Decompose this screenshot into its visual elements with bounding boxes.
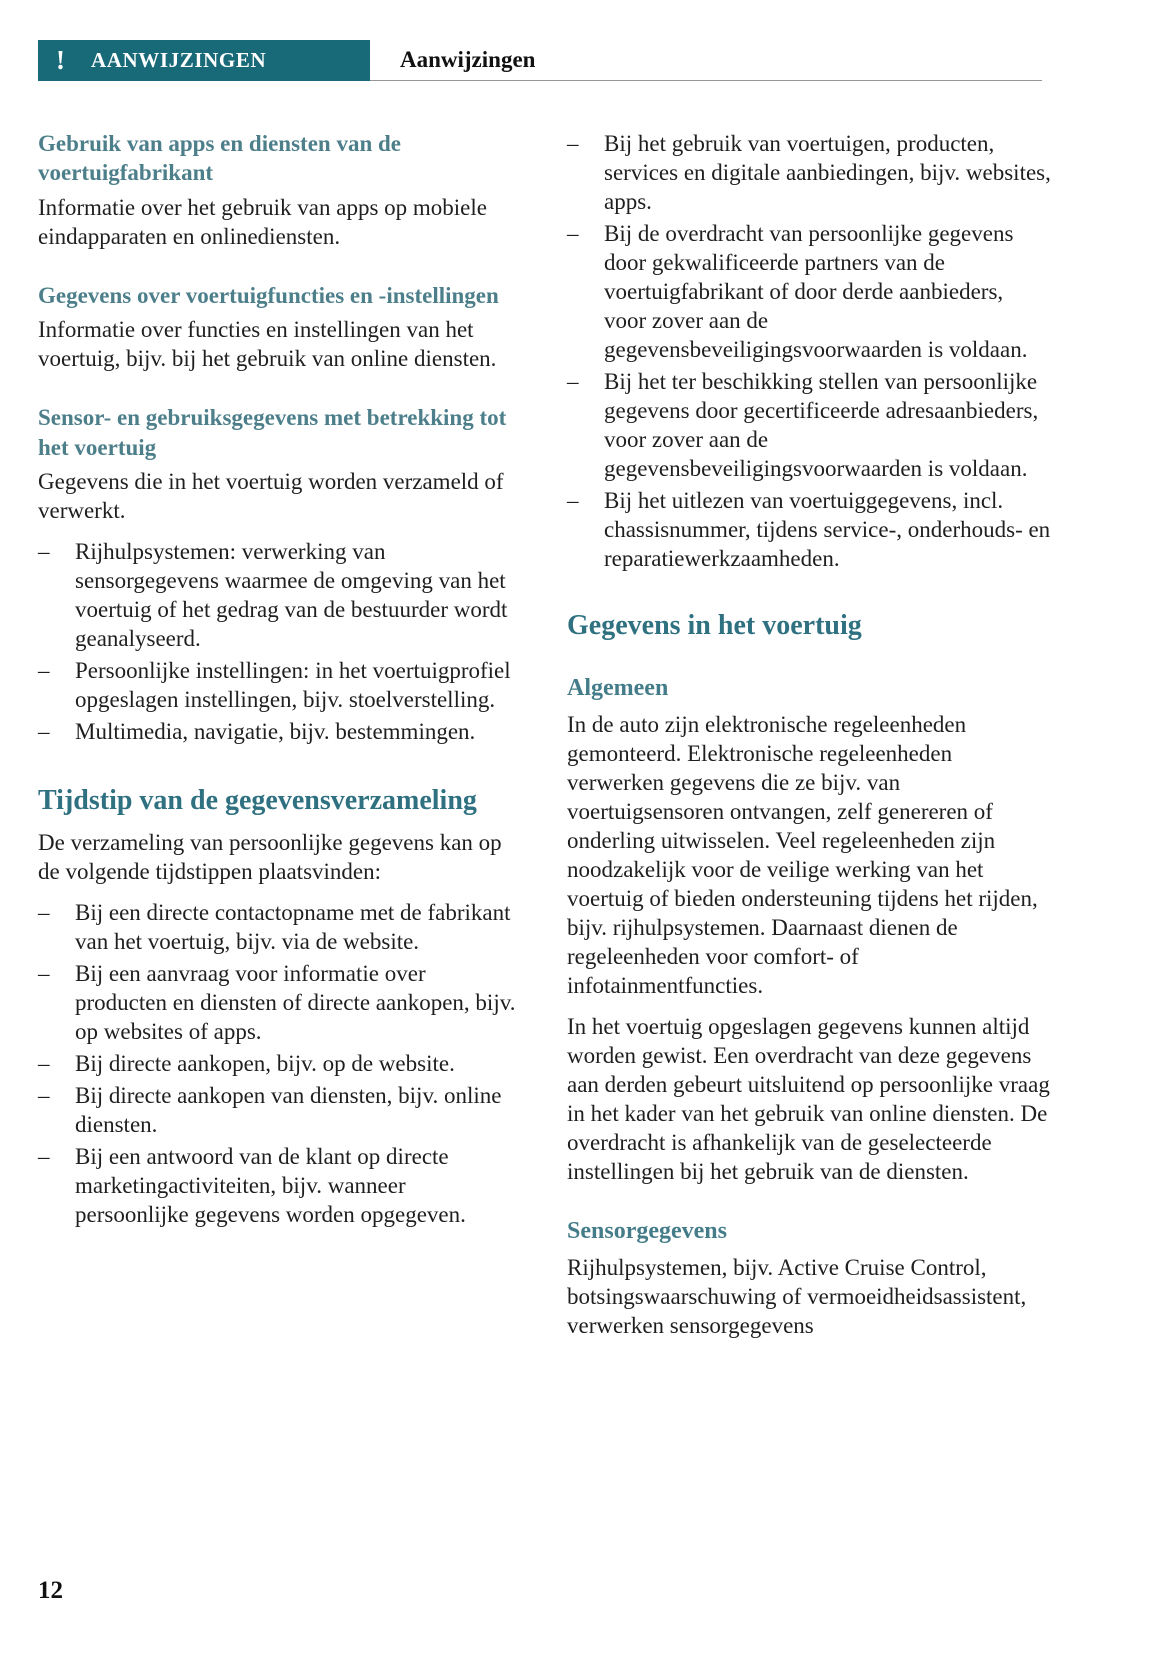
dash-marker: – (38, 1082, 50, 1108)
paragraph: In de auto zijn elektronische regeleenheden gemonteerd. Elektronische regeleenheden verwerken gegevens die ze bijv. van voertuigsensoren ontvangen, zelf genereren of onderling uitwisselen. Veel regeleenheden zijn noodzakelijk voor de veilige werking van het voertuig of bieden ondersteuning tijdens het rijden, bijv. rijhulpsystemen. Daarnaast dienen de regeleenheden voor comfort- of infotainmentfuncties. (567, 711, 1038, 998)
section-heading-voertuigfuncties: Gegevens over voertuigfuncties en -instellingen (38, 282, 499, 308)
list-item (38, 1081, 522, 1139)
section-heading-apps-diensten: Gebruik van apps en diensten van de voertuigfabrikant (38, 131, 401, 186)
list-item-text: Bij een antwoord van de klant op directe marketingactiviteiten, bijv. wanneer persoonlijke gegevens worden opgegeven. (75, 1143, 466, 1227)
running-title-bar (370, 40, 1042, 81)
section-heading-gegevens-voertuig: Gegevens in het voertuig (567, 610, 862, 641)
dash-marker: – (38, 1050, 50, 1076)
section-heading-tijdstip: Tijdstip van de gegevensverzameling (38, 785, 477, 817)
list-item (38, 537, 522, 653)
list-item (38, 898, 522, 956)
list-item (38, 656, 522, 714)
list-item (38, 717, 522, 746)
list-item-text: Bij directe aankopen van diensten, bijv. online diensten. (75, 1082, 502, 1137)
list-item (567, 219, 1051, 364)
right-column (567, 129, 1051, 1352)
list-item-text: Bij het ter beschikking stellen van persoonlijke gegevens door gecertificeerde adresaanbieders, voor zover aan de gegevensbeveiligingsvoorwaarden is voldaan. (604, 369, 1039, 481)
list-item-text: Rijhulpsystemen: verwerking van sensorgegevens waarmee de omgeving van het voertuig of het gedrag van de bestuurder wordt geanalyseerd. (75, 539, 508, 652)
list-item-text: Bij een directe contactopname met de fabrikant van het voertuig, bijv. via de website. (75, 899, 511, 954)
list-item (567, 486, 1051, 573)
list-item-text: Persoonlijke instellingen: in het voertuigprofiel opgeslagen instellingen, bijv. stoelverstelling. (75, 658, 511, 713)
dash-marker: – (38, 719, 50, 745)
paragraph: Gegevens die in het voertuig worden verzameld of verwerkt. (38, 469, 504, 524)
page-number: 12 (38, 1577, 63, 1604)
list-item (567, 367, 1051, 483)
list-item-text: Multimedia, navigatie, bijv. bestemmingen. (75, 719, 476, 745)
section-heading-algemeen: Algemeen (567, 674, 669, 701)
dash-marker: – (38, 658, 50, 684)
page-footer (38, 1577, 63, 1605)
list-item (38, 1049, 522, 1078)
dash-marker: – (567, 131, 579, 156)
running-title: Aanwijzingen (400, 47, 536, 72)
page-header (38, 40, 1042, 81)
list-item-text: Bij het uitlezen van voertuiggegevens, incl. chassisnummer, tijdens service-, onderhouds- en reparatiewerkzaamheden. (604, 488, 1051, 571)
paragraph: De verzameling van persoonlijke gegevens kan op de volgende tijdstippen plaatsvinden: (38, 829, 502, 884)
list-item-text: Bij een aanvraag voor informatie over producten en diensten of directe aankopen, bijv. op websites of apps. (75, 960, 516, 1044)
dash-marker: – (567, 221, 579, 246)
paragraph: Informatie over het gebruik van apps op mobiele eindapparaten en onlinediensten. (38, 194, 487, 249)
list-item (38, 1142, 522, 1229)
list-item-text: Bij directe aankopen, bijv. op de website. (75, 1050, 455, 1076)
section-heading-sensor-gebruiksgegevens: Sensor- en gebruiksgegevens met betrekking tot het voertuig (38, 405, 507, 460)
dash-marker: – (38, 899, 50, 925)
dash-marker: – (567, 369, 579, 394)
exclamation-icon: ! (56, 45, 65, 75)
badge-label: AANWIJZINGEN (91, 48, 267, 72)
paragraph: Rijhulpsystemen, bijv. Active Cruise Control, botsingswaarschuwing of vermoeidheidsassistent, verwerken sensorgegevens (567, 1254, 1027, 1338)
list-item (567, 129, 1051, 216)
dash-marker: – (38, 1143, 50, 1169)
dash-marker: – (567, 488, 579, 513)
section-heading-sensorgegevens: Sensorgegevens (567, 1217, 727, 1244)
two-column-body (38, 129, 1051, 1352)
paragraph: In het voertuig opgeslagen gegevens kunnen altijd worden gewist. Een overdracht van deze gegevens aan derden gebeurt uitsluitend op persoonlijke vraag in het kader van het gebruik van online diensten. De overdracht is afhankelijk van de geselecteerde instellingen bij het gebruik van de diensten. (567, 1013, 1050, 1184)
list-item (38, 959, 522, 1046)
sensor-bullet-list (38, 537, 522, 746)
dash-marker: – (38, 539, 50, 565)
aanwijzingen-badge (38, 40, 370, 81)
paragraph: Informatie over functies en instellingen van het voertuig, bijv. bij het gebruik van online diensten. (38, 317, 497, 372)
list-item-text: Bij het gebruik van voertuigen, producten, services en digitale aanbiedingen, bijv. websites, apps. (604, 131, 1051, 214)
list-item-text: Bij de overdracht van persoonlijke gegevens door gekwalificeerde partners van de voertuigfabrikant of door derde aanbieders, voor zover aan de gegevensbeveiligingsvoorwaarden is voldaan. (604, 221, 1028, 362)
tijdstip-bullet-list-continued (567, 129, 1051, 573)
left-column (38, 129, 522, 1352)
tijdstip-bullet-list (38, 898, 522, 1229)
dash-marker: – (38, 960, 50, 986)
